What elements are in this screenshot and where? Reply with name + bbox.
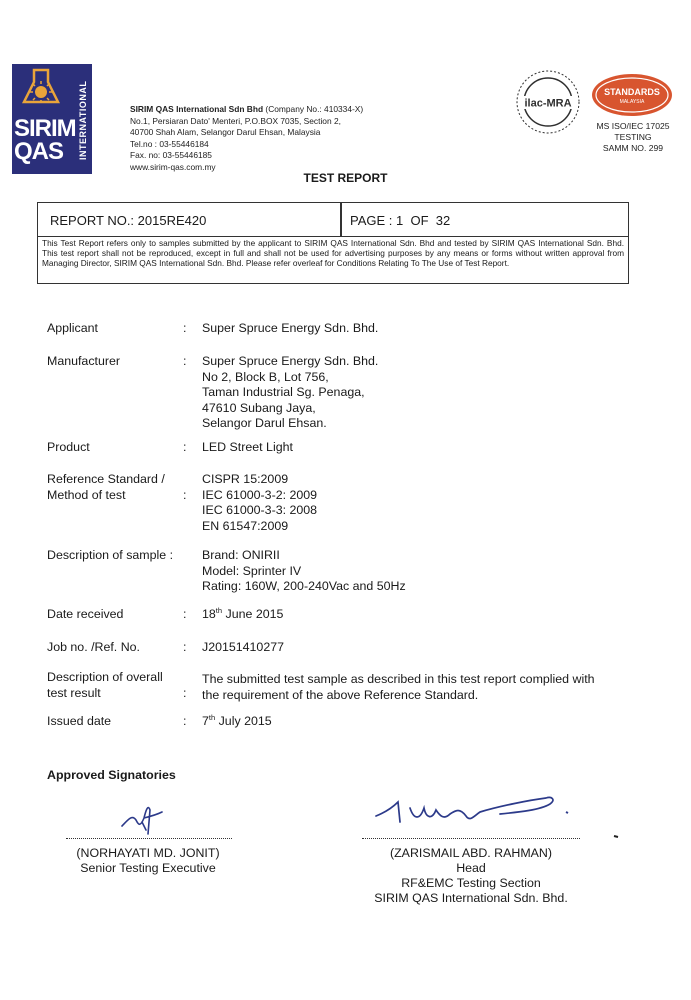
manufacturer-colon: : <box>183 354 187 368</box>
reference-value <box>202 472 317 534</box>
right-signatory-department: RF&EMC Testing Section <box>401 876 541 890</box>
page-value: 1 <box>396 213 404 228</box>
company-header <box>130 104 363 173</box>
reference-colon: : <box>183 488 187 502</box>
reference-label-line2: Method of test <box>47 487 126 502</box>
company-address-line2: 40700 Shah Alam, Selangor Darul Ehsan, Malaysia <box>130 127 321 137</box>
reference-label <box>47 472 165 503</box>
manufacturer-line: 47610 Subang Jaya, <box>202 400 316 415</box>
sample-model: Model: Sprinter IV <box>202 563 302 578</box>
sample-value <box>202 548 406 595</box>
logo-text-sirim: SIRIM <box>14 115 76 142</box>
document-title: TEST REPORT <box>303 171 388 185</box>
svg-text:ilac-MRA: ilac-MRA <box>524 97 572 110</box>
standards-mark-text: STANDARDS <box>604 87 660 97</box>
report-info-box <box>37 202 629 284</box>
company-number: (Company No.: 410334-X) <box>265 104 364 114</box>
right-signatory-organization: SIRIM QAS International Sdn. Bhd. <box>374 891 568 905</box>
issued-rest: July 2015 <box>215 714 272 728</box>
approved-signatories-heading: Approved Signatories <box>47 768 176 782</box>
accreditation-type: TESTING <box>614 132 652 142</box>
total-pages: 32 <box>435 213 451 228</box>
right-signatory <box>340 846 602 906</box>
result-label-line1: Description of overall <box>47 670 163 684</box>
result-colon: : <box>183 686 187 700</box>
manufacturer-label: Manufacturer <box>47 354 121 368</box>
date-received-label: Date received <box>47 607 124 621</box>
report-number-label: REPORT NO.: <box>50 213 135 228</box>
ilac-mra-logo-icon <box>514 68 582 136</box>
sample-brand: Brand: ONIRII <box>202 548 280 562</box>
standards-mark-subtext: MALAYSIA <box>619 99 645 105</box>
report-divider <box>340 203 342 236</box>
reference-standard: CISPR 15:2009 <box>202 472 289 486</box>
manufacturer-line: Super Spruce Energy Sdn. Bhd. <box>202 354 379 368</box>
result-line2: the requirement of the above Reference Standard. <box>202 687 479 702</box>
date-received-suffix: th <box>215 605 223 615</box>
left-signature-image <box>118 800 166 838</box>
applicant-colon: : <box>183 321 187 335</box>
job-no-value: J20151410277 <box>202 640 284 654</box>
product-colon: : <box>183 440 187 454</box>
issued-date-label: Issued date <box>47 714 112 728</box>
manufacturer-value <box>202 354 378 432</box>
right-signatory-title: Head <box>456 861 486 875</box>
product-label: Product <box>47 440 90 454</box>
job-no-colon: : <box>183 640 187 654</box>
product-value: LED Street Light <box>202 440 293 454</box>
date-received-colon: : <box>183 607 187 621</box>
company-address-line1: No.1, Persiaran Dato' Menteri, P.O.BOX 7035, Section 2, <box>130 115 341 126</box>
company-tel: Tel.no : 03-55446184 <box>130 138 209 149</box>
left-signature-line <box>66 838 232 839</box>
report-disclaimer: This Test Report refers only to samples submitted by the applicant to SIRIM QAS International Sdn. Bhd and tested by SIRIM QAS International Sdn. Bhd. This test report shall not be reproduced, except in full and shall not be used for advertising purposes by any means or forms without written approval from Managing Director, SIRIM QAS International Sdn. Bhd. Please refer overleaf for Conditions Relating To The Use of Test Report. <box>42 238 624 269</box>
flask-emblem-icon <box>18 68 64 114</box>
sample-label: Description of sample : <box>47 548 174 562</box>
accreditation-number: SAMM NO. 299 <box>602 143 664 153</box>
logo-text-qas: QAS <box>14 138 64 165</box>
company-website: www.sirim-qas.com.my <box>130 161 216 172</box>
sample-rating: Rating: 160W, 200-240Vac and 50Hz <box>202 579 406 593</box>
left-signatory-name: (NORHAYATI MD. JONIT) <box>76 846 220 860</box>
page-number <box>350 213 450 228</box>
issued-date-value <box>202 714 272 730</box>
reference-standard: IEC 61000-3-3: 2008 <box>202 503 318 517</box>
right-signatory-name: (ZARISMAIL ABD. RAHMAN) <box>389 846 552 860</box>
manufacturer-line: Selangor Darul Ehsan. <box>202 416 327 430</box>
issued-day: 7 <box>202 714 209 728</box>
page-of-label: OF <box>410 213 429 228</box>
result-line1: The submitted test sample as described in this test report complied with <box>202 672 595 686</box>
right-signature-image <box>370 786 630 840</box>
report-number-value: 2015RE420 <box>137 213 207 228</box>
manufacturer-line: No 2, Block B, Lot 756, <box>202 369 329 384</box>
issued-suffix: th <box>208 712 216 722</box>
standards-malaysia-logo-icon <box>590 72 674 118</box>
accreditation-standard: MS ISO/IEC 17025 <box>596 121 670 131</box>
accreditation-text <box>588 121 678 154</box>
page-label: PAGE : <box>350 213 393 228</box>
reference-standard: IEC 61000-3-2: 2009 <box>202 487 318 502</box>
date-received-value <box>202 607 283 623</box>
left-signatory-title: Senior Testing Executive <box>80 861 216 875</box>
job-no-label: Job no. /Ref. No. <box>47 640 140 654</box>
applicant-label: Applicant <box>47 321 98 335</box>
reference-label-line1: Reference Standard / <box>47 472 165 486</box>
report-number <box>50 213 206 228</box>
company-name: SIRIM QAS International Sdn Bhd <box>130 104 264 114</box>
reference-standard: EN 61547:2009 <box>202 518 289 533</box>
right-signature-line <box>362 838 580 839</box>
company-fax: Fax. no: 03-55446185 <box>130 150 212 160</box>
result-value <box>202 672 595 703</box>
date-received-day: 18 <box>202 607 216 621</box>
issued-date-colon: : <box>183 714 187 728</box>
result-label <box>47 670 163 701</box>
manufacturer-line: Taman Industrial Sg. Penaga, <box>202 385 365 399</box>
left-signatory <box>42 846 254 876</box>
report-header-row <box>38 203 628 237</box>
date-received-rest: June 2015 <box>222 607 284 621</box>
logo-text-international: INTERNATIONAL <box>78 80 88 160</box>
applicant-value: Super Spruce Energy Sdn. Bhd. <box>202 321 379 335</box>
result-label-line2: test result <box>47 685 101 700</box>
